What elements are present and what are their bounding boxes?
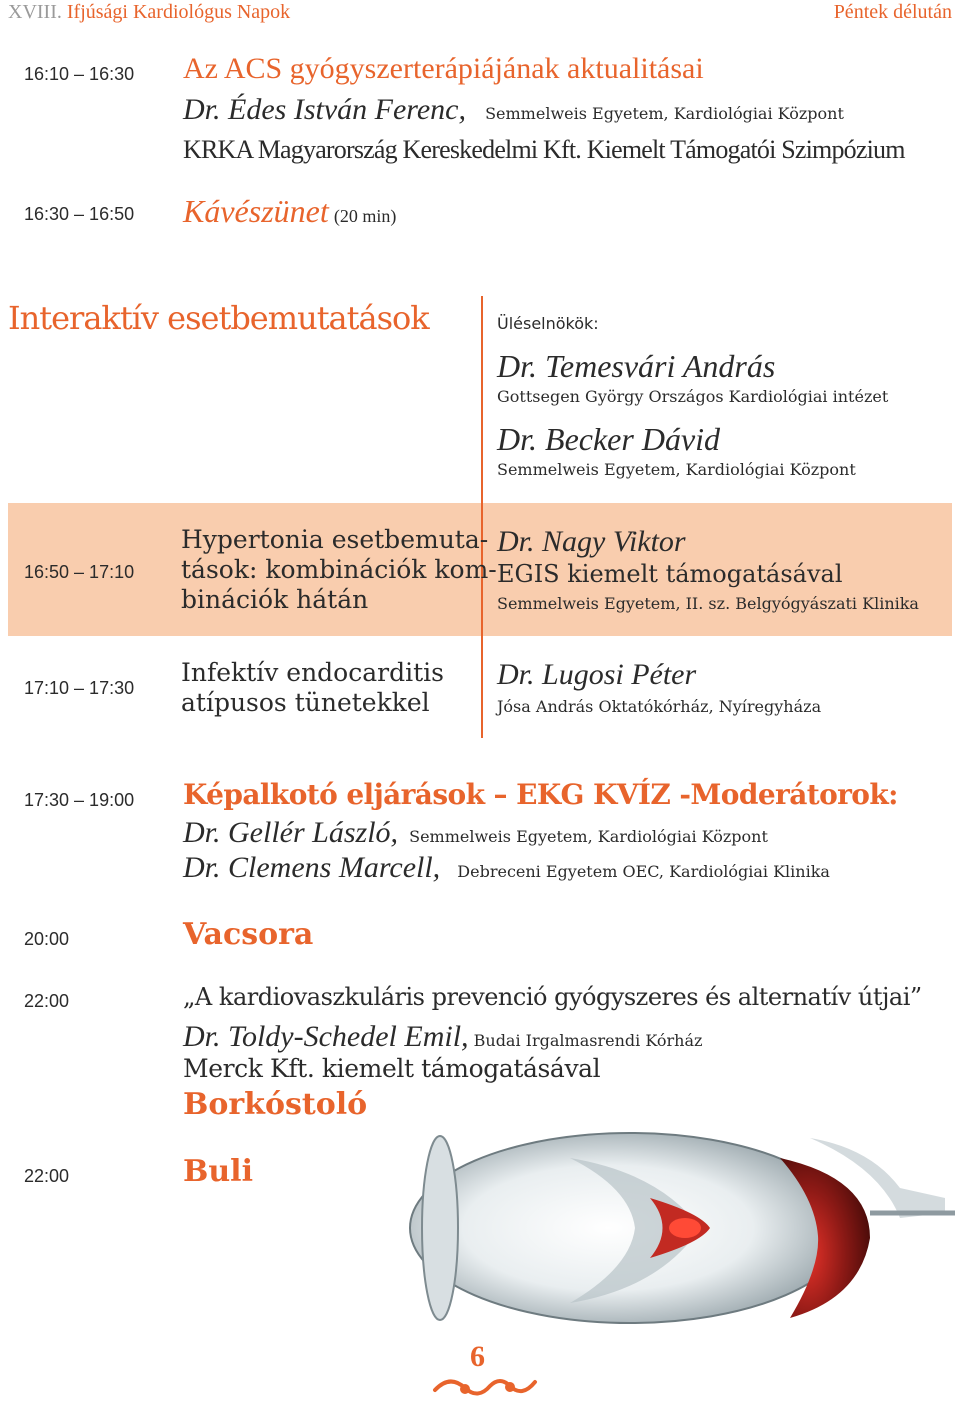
session-time: 17:10 – 17:30: [24, 678, 135, 698]
speaker-affiliation: Jósa András Oktatókórház, Nyíregyháza: [497, 697, 822, 716]
moderator-name: Dr. Clemens Marcell,: [183, 851, 441, 884]
session-title: Buli: [183, 1154, 253, 1189]
moderator-name: Dr. Gellér László,: [183, 816, 399, 849]
session-title: „A kardiovaszkuláris prevenció gyógyszeres és alternatív útjai”: [183, 983, 922, 1011]
session-title-line: atípusos tünetekkel: [181, 688, 430, 717]
speaker-name: Dr. Lugosi Péter: [497, 658, 697, 691]
session-title-line: binációk hátán: [181, 585, 369, 614]
session-title: Képalkotó eljárások – EKG KVÍZ -Moderátorok:: [183, 778, 898, 811]
session-time: 20:00: [24, 929, 70, 949]
session-title-line: Hypertonia esetbemuta-: [181, 525, 489, 554]
header-day: Péntek délután: [833, 1, 952, 23]
session-title: [181, 525, 497, 615]
chair-name: Dr. Temesvári András: [497, 348, 776, 384]
session-time: 16:10 – 16:30: [24, 64, 135, 84]
header-ifjusagi: Ifjúsági: [66, 1, 128, 23]
sponsor-line: KRKA Magyarország Kereskedelmi Kft. Kiemelt Támogatói Szimpózium: [183, 135, 905, 164]
column-divider: [481, 296, 483, 738]
moderator-affiliation: Debreceni Egyetem OEC, Kardiológiai Klinika: [457, 862, 830, 881]
session-title: Vacsora: [183, 917, 314, 952]
section-title: Interaktív esetbemutatások: [8, 299, 429, 337]
moderator-line: [183, 851, 830, 885]
wine-glass-illustration: [400, 1118, 960, 1348]
sponsor-line: Merck Kft. kiemelt támogatásával: [183, 1054, 601, 1083]
session-title: [181, 658, 444, 718]
session-time: 16:30 – 16:50: [24, 204, 135, 224]
session-time: 16:50 – 17:10: [24, 562, 135, 582]
session-time: 22:00: [24, 1166, 70, 1186]
chairs-label: Üléselnökök:: [497, 314, 599, 333]
speaker-name: Dr. Édes István Ferenc,: [183, 93, 466, 126]
chair-affiliation: Gottsegen György Országos Kardiológiai intézet: [497, 387, 889, 406]
header-edition: XVIII.: [8, 1, 62, 23]
speaker-affiliation: Semmelweis Egyetem, II. sz. Belgyógyászati Klinika: [497, 594, 919, 613]
sponsor-line: EGIS kiemelt támogatásával: [497, 560, 843, 588]
session-time: 17:30 – 19:00: [24, 790, 135, 810]
moderator-affiliation: Semmelweis Egyetem, Kardiológiai Központ: [409, 827, 768, 846]
break-title: Kávészünet: [183, 193, 329, 229]
speaker-name: Dr. Nagy Viktor: [497, 525, 686, 558]
header-title: Kardiológus Napok: [132, 1, 291, 23]
extra-program: Borkóstoló: [183, 1087, 368, 1122]
moderator-line: [183, 816, 768, 850]
speaker-affiliation: Semmelweis Egyetem, Kardiológiai Központ: [485, 104, 844, 123]
session-title: Az ACS gyógyszerterápiájának aktualitásai: [183, 52, 704, 85]
chair-affiliation: Semmelweis Egyetem, Kardiológiai Központ: [497, 460, 856, 479]
flourish-ornament-icon: [430, 1372, 540, 1402]
break-line: [183, 193, 396, 230]
speaker-line: [183, 1020, 702, 1054]
running-header: [8, 1, 290, 24]
chair-name: Dr. Becker Dávid: [497, 421, 721, 457]
session-time: 22:00: [24, 991, 70, 1011]
session-title-line: Infektív endocarditis: [181, 658, 444, 687]
speaker-line: [183, 93, 844, 127]
speaker-affiliation: Budai Irgalmasrendi Kórház: [473, 1031, 703, 1050]
speaker-name: Dr. Toldy-Schedel Emil,: [183, 1020, 469, 1053]
page-number: 6: [470, 1340, 485, 1373]
break-duration: (20 min): [333, 206, 397, 226]
session-title-line: tások: kombinációk kom-: [181, 555, 497, 584]
